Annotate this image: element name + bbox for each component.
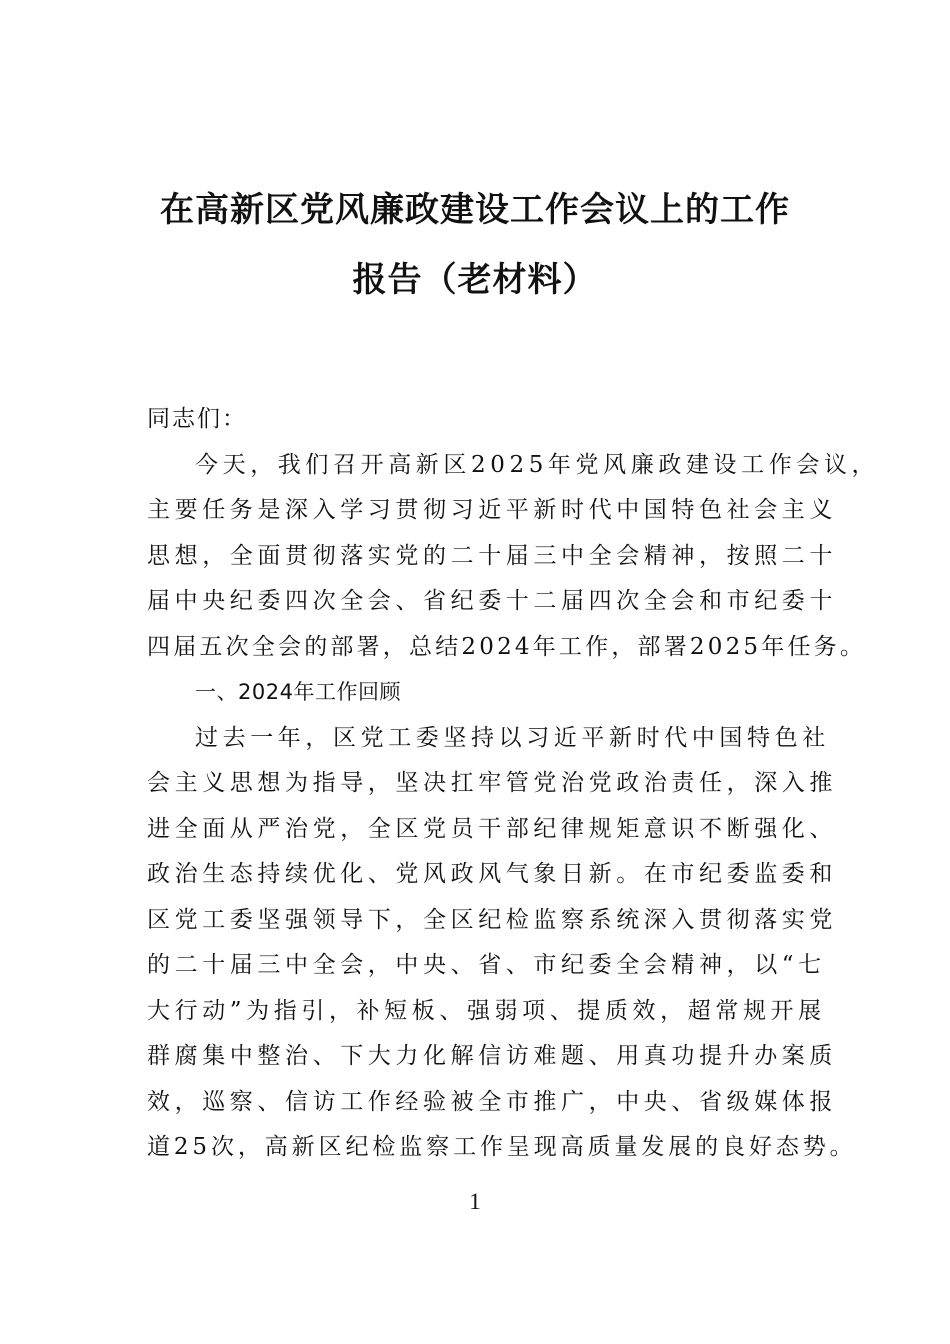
paragraph-line: 届中央纪委四次全会、省纪委十二届四次全会和市纪委十 [147, 588, 837, 614]
title-line-2: 报告（老材料） [352, 260, 598, 300]
paragraph-line: 道25次，高新区纪检监察工作呈现高质量发展的良好态势。 [147, 1134, 857, 1160]
page-number: 1 [469, 1189, 481, 1214]
paragraph-line: 过去一年，区党工委坚持以习近平新时代中国特色社 [195, 724, 830, 751]
paragraph-line: 进全面从严治党，全区党员干部纪律规矩意识不断强化、 [147, 815, 837, 842]
paragraph-2 [147, 716, 857, 1171]
paragraph-line: 四届五次全会的部署，总结2024年工作，部署2025年任务。 [147, 633, 867, 660]
title-line-1: 在高新区党风廉政建设工作会议上的工作 [160, 190, 790, 230]
paragraph-line: 大行动”为指引，补短板、强弱项、提质效，超常规开展 [147, 997, 826, 1024]
section-heading: 一、2024年工作回顾 [195, 680, 401, 704]
salutation: 同志们： [147, 406, 247, 432]
paragraph-line: 政治生态持续优化、党风政风气象日新。在市纪委监委和 [147, 861, 837, 887]
paragraph-line: 群腐集中整治、下大力化解信访难题、用真功提升办案质 [147, 1043, 837, 1069]
document-title [140, 190, 810, 300]
paragraph-line: 区党工委坚强领导下，全区纪检监察系统深入贯彻落实党 [147, 906, 837, 933]
paragraph-line: 思想，全面贯彻落实党的二十届三中全会精神，按照二十 [147, 542, 837, 569]
document-body [147, 397, 880, 1171]
paragraph-line: 主要任务是深入学习贯彻习近平新时代中国特色社会主义 [147, 497, 837, 523]
paragraph-1 [147, 443, 880, 671]
paragraph-line: 会主义思想为指导，坚决扛牢管党治党政治责任，深入推 [147, 770, 837, 796]
paragraph-line: 的二十届三中全会，中央、省、市纪委全会精神，以“七 [147, 952, 826, 978]
paragraph-line: 今天，我们召开高新区2025年党风廉政建设工作会议， [195, 451, 880, 478]
paragraph-line: 效，巡察、信访工作经验被全市推广，中央、省级媒体报 [147, 1088, 837, 1115]
